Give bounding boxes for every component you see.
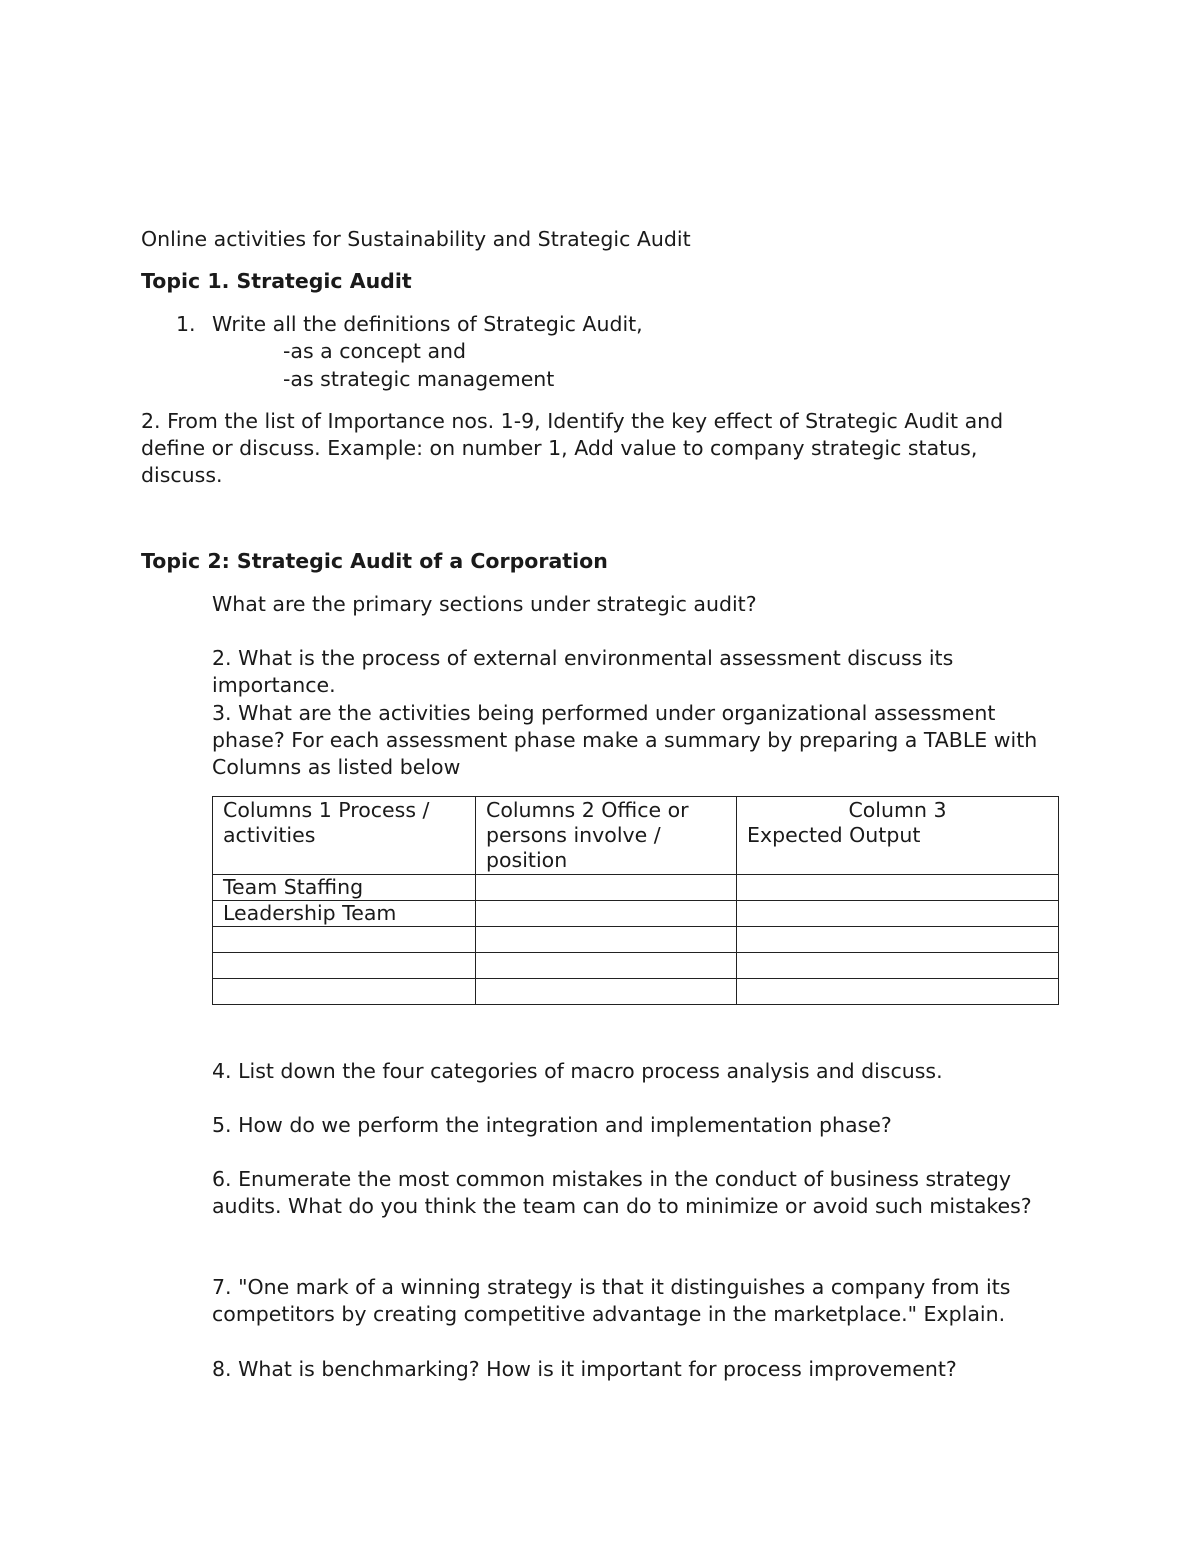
topic-1-q1-number: 1.	[176, 312, 196, 336]
topic-1-heading: Topic 1. Strategic Audit	[141, 269, 412, 293]
table-header-row	[213, 797, 1059, 875]
table-cell	[737, 901, 1059, 927]
table-row	[213, 927, 1059, 953]
table-cell	[737, 927, 1059, 953]
table-cell	[737, 953, 1059, 979]
table-cell	[476, 901, 737, 927]
table-cell	[476, 979, 737, 1005]
table-row	[213, 875, 1059, 901]
topic-2-q5: 5. How do we perform the integration and implementation phase?	[212, 1113, 892, 1137]
topic-2-q3: 3. What are the activities being performed under organizational assessment phase? For each assessment phase make a summary by preparing a TABLE with Columns as listed below	[212, 701, 1038, 779]
topic-1-q1-sub-b: -as strategic management	[283, 367, 555, 391]
table-cell: Team Staffing	[213, 875, 476, 901]
table-cell	[213, 953, 476, 979]
topic-2-q7: 7. "One mark of a winning strategy is that it distinguishes a company from its competitors by creating competitive advantage in the marketplace." Explain.	[212, 1275, 1011, 1326]
topic-2-intro: What are the primary sections under strategic audit?	[212, 592, 757, 616]
topic-2-q8: 8. What is benchmarking? How is it important for process improvement?	[212, 1357, 957, 1381]
table-row	[213, 979, 1059, 1005]
table-row	[213, 901, 1059, 927]
topic-1-q2-text: 2. From the list of Importance nos. 1-9, Identify the key effect of Strategic Audit and define or discuss. Example: on number 1, Add value to company strategic status, discuss.	[141, 409, 1004, 487]
table-cell	[476, 875, 737, 901]
table-header-col3-line2: Expected Output	[747, 823, 921, 847]
topic-1-q1-text: Write all the definitions of Strategic Audit,	[212, 312, 643, 336]
table-header-col2: Columns 2 Office or persons involve / position	[476, 797, 737, 875]
table-cell	[737, 979, 1059, 1005]
table-header-col3-line1: Column 3	[848, 798, 947, 822]
table-header-col1: Columns 1 Process / activities	[213, 797, 476, 875]
topic-2-q2: 2. What is the process of external environmental assessment discuss its importance.	[212, 646, 954, 697]
table-cell: Leadership Team	[213, 901, 476, 927]
topic-1-q1-sub-a: -as a concept and	[283, 339, 467, 363]
table-cell	[476, 953, 737, 979]
table-cell	[213, 979, 476, 1005]
assessment-summary-table	[212, 796, 1059, 1005]
topic-2-q6: 6. Enumerate the most common mistakes in the conduct of business strategy audits. What do you think the team can do to minimize or avoid such mistakes?	[212, 1167, 1032, 1218]
table-cell	[213, 927, 476, 953]
topic-2-q4: 4. List down the four categories of macro process analysis and discuss.	[212, 1059, 943, 1083]
document-title: Online activities for Sustainability and Strategic Audit	[141, 227, 691, 251]
table-cell	[737, 875, 1059, 901]
topic-2-heading: Topic 2: Strategic Audit of a Corporation	[141, 549, 608, 573]
table-cell	[476, 927, 737, 953]
table-header-col3	[737, 797, 1059, 875]
table-row	[213, 953, 1059, 979]
